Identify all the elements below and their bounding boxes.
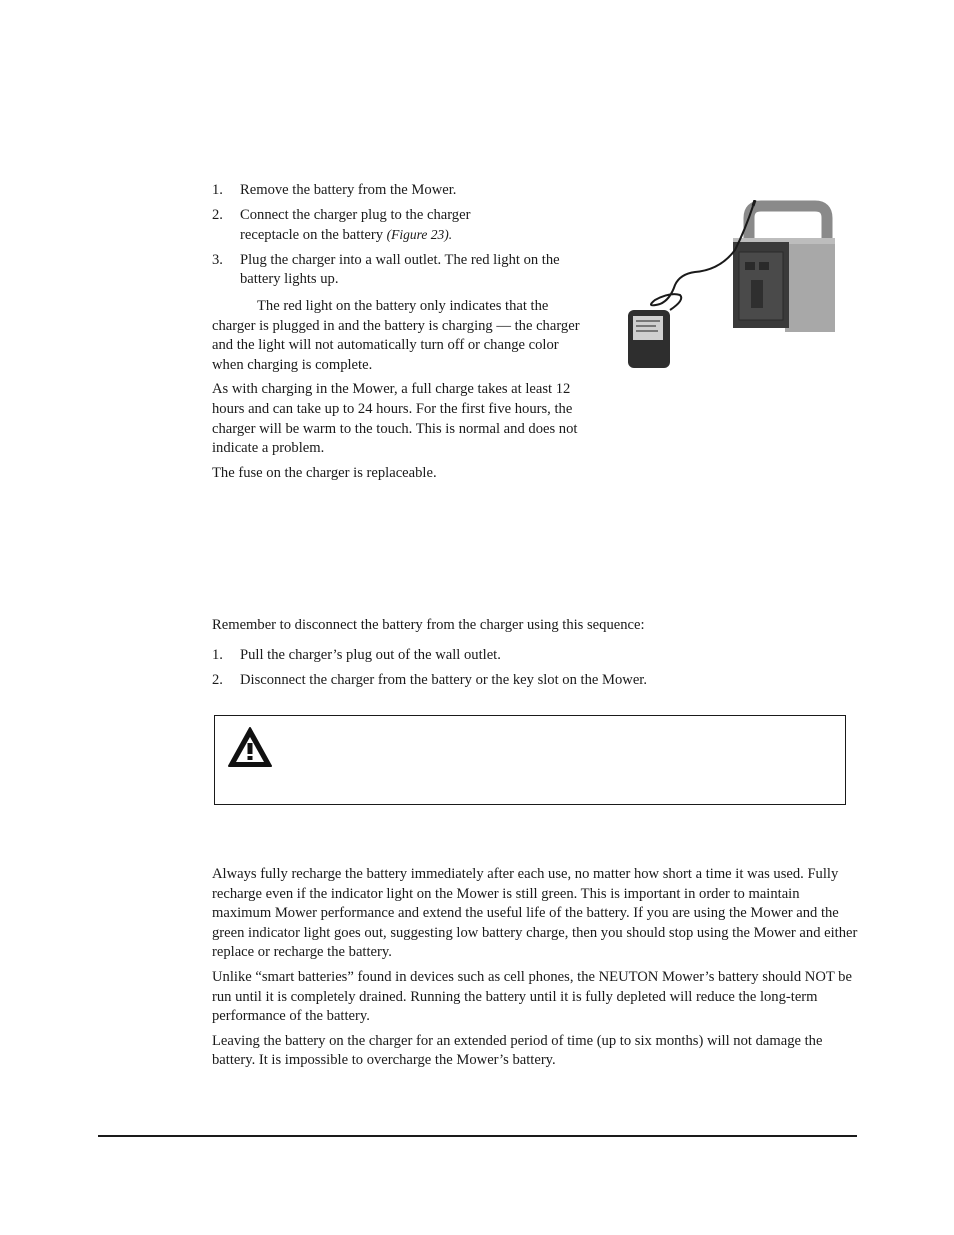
disconnect-intro: Remember to disconnect the battery from the charger using this sequence: [212,617,645,633]
list-item: 2. Connect the charger plug to the charger receptacle on the battery (Figure 23). [212,206,471,244]
charging-steps [212,181,582,295]
paragraph: Unlike “smart batteries” found in devices such as cell phones, the NEUTON Mower’s battery should NOT be run until it is completely drained. Running the battery until it is fully depleted will reduce the long-term performance of the battery. [212,968,852,1025]
paragraph: Leaving the battery on the charger for an extended period of time (up to six months) will not damage the battery. It is impossible to overcharge the Mower’s battery. [212,1032,823,1069]
footer-rule [98,1135,857,1137]
list-item: 1. Remove the battery from the Mower. [212,182,457,198]
charging-notes [212,297,584,488]
list-item: 3. Plug the charger into a wall outlet. The red light on the battery lights up. [212,251,560,288]
list-item: 2. Disconnect the charger from the battery or the key slot on the Mower. [212,671,648,688]
warning-triangle-icon [227,726,273,768]
battery-care-section [212,865,858,1076]
paragraph: As with charging in the Mower, a full charge takes at least 12 hours and can take up to 24 hours. For the first five hours, the charger will be warm to the touch. This is normal and does not indicate a problem. [212,381,578,457]
warning-box [214,715,846,805]
paragraph: The red light on the battery only indicates that the charger is plugged in and the battery is charging — the charger and the light will not automatically turn off or change color when charging is complete. [212,298,580,373]
battery-charger-illustration [625,200,840,375]
list-item: 1. Pull the charger’s plug out of the wall outlet. [212,647,501,663]
paragraph: Always fully recharge the battery immediately after each use, no matter how short a time it was used. Fully recharge even if the indicator light on the Mower is still green. This is important in order to maintain maximum Mower performance and extend the useful life of the battery. If you are using the Mower and the green indicator light goes out, suggesting low battery charge, then you should stop using the Mower and either replace or recharge the battery. [212,866,858,961]
disconnect-steps [212,646,812,695]
paragraph: The fuse on the charger is replaceable. [212,464,437,481]
battery-charger-drawing [625,200,840,375]
figure-reference: (Figure 23). [386,227,453,243]
